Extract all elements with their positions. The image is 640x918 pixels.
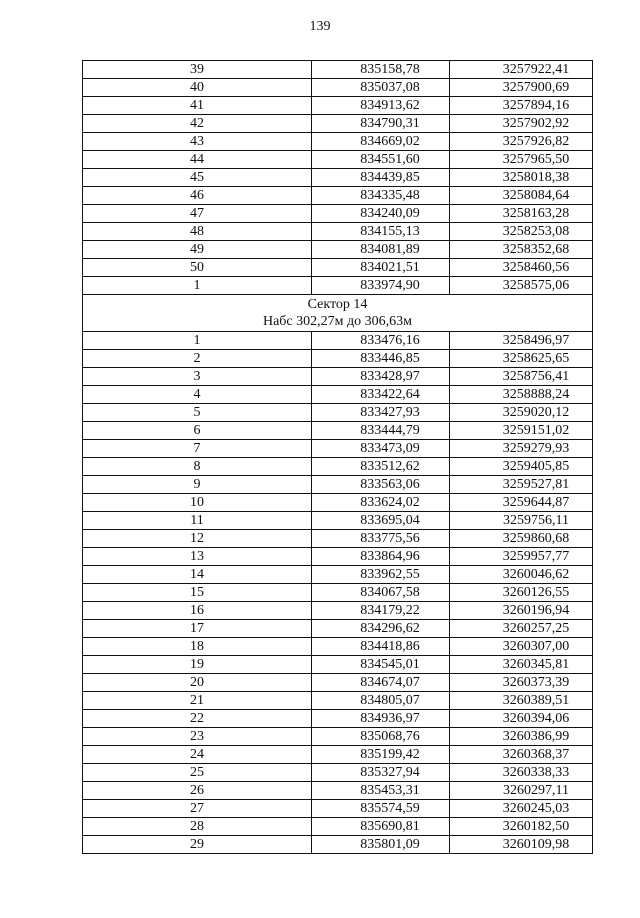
y-coordinate-cell: 3258756,41: [450, 368, 593, 386]
table-row: [83, 61, 593, 79]
table-row: [83, 350, 593, 368]
point-number-cell: 24: [83, 746, 312, 764]
point-number-cell: 27: [83, 800, 312, 818]
table-row: [83, 764, 593, 782]
y-coordinate-cell: 3260338,33: [450, 764, 593, 782]
y-coordinate-cell: 3260257,25: [450, 620, 593, 638]
table-row: [83, 710, 593, 728]
table-row: [83, 746, 593, 764]
y-coordinate-cell: 3257894,16: [450, 97, 593, 115]
table-row: [83, 602, 593, 620]
y-coordinate-cell: 3259405,85: [450, 458, 593, 476]
x-coordinate-cell: 834179,22: [312, 602, 450, 620]
x-coordinate-cell: 834913,62: [312, 97, 450, 115]
y-coordinate-cell: 3260297,11: [450, 782, 593, 800]
table-row: [83, 97, 593, 115]
y-coordinate-cell: 3259527,81: [450, 476, 593, 494]
table-row: [83, 259, 593, 277]
y-coordinate-cell: 3259020,12: [450, 404, 593, 422]
x-coordinate-cell: 834240,09: [312, 205, 450, 223]
table-row: [83, 692, 593, 710]
point-number-cell: 1: [83, 332, 312, 350]
y-coordinate-cell: 3258352,68: [450, 241, 593, 259]
y-coordinate-cell: 3257900,69: [450, 79, 593, 97]
x-coordinate-cell: 833864,96: [312, 548, 450, 566]
y-coordinate-cell: 3259151,02: [450, 422, 593, 440]
table-row: [83, 133, 593, 151]
y-coordinate-cell: 3260394,06: [450, 710, 593, 728]
y-coordinate-cell: 3260196,94: [450, 602, 593, 620]
x-coordinate-cell: 834335,48: [312, 187, 450, 205]
point-number-cell: 22: [83, 710, 312, 728]
point-number-cell: 3: [83, 368, 312, 386]
table-row: [83, 818, 593, 836]
table-row: [83, 584, 593, 602]
x-coordinate-cell: 835037,08: [312, 79, 450, 97]
y-coordinate-cell: 3260389,51: [450, 692, 593, 710]
section-subtitle: Набс 302,27м до 306,63м: [262, 314, 412, 329]
point-number-cell: 23: [83, 728, 312, 746]
x-coordinate-cell: 834296,62: [312, 620, 450, 638]
x-coordinate-cell: 833512,62: [312, 458, 450, 476]
y-coordinate-cell: 3258496,97: [450, 332, 593, 350]
point-number-cell: 2: [83, 350, 312, 368]
x-coordinate-cell: 833444,79: [312, 422, 450, 440]
x-coordinate-cell: 835574,59: [312, 800, 450, 818]
point-number-cell: 8: [83, 458, 312, 476]
x-coordinate-cell: 834081,89: [312, 241, 450, 259]
y-coordinate-cell: 3260046,62: [450, 566, 593, 584]
coordinates-top-body: [83, 61, 593, 295]
y-coordinate-cell: 3257922,41: [450, 61, 593, 79]
y-coordinate-cell: 3259756,11: [450, 512, 593, 530]
x-coordinate-cell: 834936,97: [312, 710, 450, 728]
point-number-cell: 44: [83, 151, 312, 169]
x-coordinate-cell: 835327,94: [312, 764, 450, 782]
point-number-cell: 43: [83, 133, 312, 151]
section-header-cell: [83, 295, 593, 332]
y-coordinate-cell: 3259860,68: [450, 530, 593, 548]
page-number: 139: [309, 19, 331, 34]
point-number-cell: 9: [83, 476, 312, 494]
y-coordinate-cell: 3259957,77: [450, 548, 593, 566]
table-row: [83, 494, 593, 512]
point-number-cell: 19: [83, 656, 312, 674]
y-coordinate-cell: 3258460,56: [450, 259, 593, 277]
table-row: [83, 332, 593, 350]
point-number-cell: 26: [83, 782, 312, 800]
section-title: Сектор 14: [307, 297, 368, 312]
point-number-cell: 7: [83, 440, 312, 458]
point-number-cell: 28: [83, 818, 312, 836]
point-number-cell: 20: [83, 674, 312, 692]
y-coordinate-cell: 3258625,65: [450, 350, 593, 368]
table-row: [83, 548, 593, 566]
table-row: [83, 422, 593, 440]
x-coordinate-cell: 834674,07: [312, 674, 450, 692]
table-row: [83, 800, 593, 818]
x-coordinate-cell: 833446,85: [312, 350, 450, 368]
point-number-cell: 29: [83, 836, 312, 854]
table-row: [83, 566, 593, 584]
x-coordinate-cell: 834418,86: [312, 638, 450, 656]
y-coordinate-cell: 3259279,93: [450, 440, 593, 458]
point-number-cell: 41: [83, 97, 312, 115]
y-coordinate-cell: 3260368,37: [450, 746, 593, 764]
x-coordinate-cell: 834545,01: [312, 656, 450, 674]
point-number-cell: 47: [83, 205, 312, 223]
y-coordinate-cell: 3258084,64: [450, 187, 593, 205]
x-coordinate-cell: 834439,85: [312, 169, 450, 187]
table-row: [83, 169, 593, 187]
table-row: [83, 728, 593, 746]
point-number-cell: 46: [83, 187, 312, 205]
x-coordinate-cell: 835690,81: [312, 818, 450, 836]
x-coordinate-cell: 833624,02: [312, 494, 450, 512]
point-number-cell: 12: [83, 530, 312, 548]
table-row: [83, 836, 593, 854]
y-coordinate-cell: 3258018,38: [450, 169, 593, 187]
x-coordinate-cell: 833563,06: [312, 476, 450, 494]
x-coordinate-cell: 833476,16: [312, 332, 450, 350]
x-coordinate-cell: 835801,09: [312, 836, 450, 854]
x-coordinate-cell: 834790,31: [312, 115, 450, 133]
point-number-cell: 13: [83, 548, 312, 566]
point-number-cell: 18: [83, 638, 312, 656]
x-coordinate-cell: 833427,93: [312, 404, 450, 422]
point-number-cell: 4: [83, 386, 312, 404]
section-header-body: [83, 295, 593, 332]
y-coordinate-cell: 3257926,82: [450, 133, 593, 151]
point-number-cell: 45: [83, 169, 312, 187]
point-number-cell: 40: [83, 79, 312, 97]
table-row: [83, 530, 593, 548]
table-row: [83, 386, 593, 404]
x-coordinate-cell: 835068,76: [312, 728, 450, 746]
x-coordinate-cell: 835453,31: [312, 782, 450, 800]
table-row: [83, 368, 593, 386]
x-coordinate-cell: 834551,60: [312, 151, 450, 169]
point-number-cell: 5: [83, 404, 312, 422]
y-coordinate-cell: 3258888,24: [450, 386, 593, 404]
y-coordinate-cell: 3258253,08: [450, 223, 593, 241]
table-row: [83, 674, 593, 692]
x-coordinate-cell: 833473,09: [312, 440, 450, 458]
y-coordinate-cell: 3259644,87: [450, 494, 593, 512]
point-number-cell: 48: [83, 223, 312, 241]
point-number-cell: 6: [83, 422, 312, 440]
point-number-cell: 49: [83, 241, 312, 259]
x-coordinate-cell: 835199,42: [312, 746, 450, 764]
table-row: [83, 440, 593, 458]
x-coordinate-cell: 833974,90: [312, 277, 450, 295]
point-number-cell: 17: [83, 620, 312, 638]
table-row: [83, 79, 593, 97]
point-number-cell: 11: [83, 512, 312, 530]
table-row: [83, 476, 593, 494]
x-coordinate-cell: 834669,02: [312, 133, 450, 151]
y-coordinate-cell: 3260182,50: [450, 818, 593, 836]
table-row: [83, 223, 593, 241]
x-coordinate-cell: 833962,55: [312, 566, 450, 584]
point-number-cell: 15: [83, 584, 312, 602]
section-header-row: [83, 295, 593, 332]
point-number-cell: 39: [83, 61, 312, 79]
y-coordinate-cell: 3257965,50: [450, 151, 593, 169]
x-coordinate-cell: 834805,07: [312, 692, 450, 710]
table-row: [83, 277, 593, 295]
x-coordinate-cell: 835158,78: [312, 61, 450, 79]
y-coordinate-cell: 3260126,55: [450, 584, 593, 602]
point-number-cell: 10: [83, 494, 312, 512]
x-coordinate-cell: 833428,97: [312, 368, 450, 386]
x-coordinate-cell: 833695,04: [312, 512, 450, 530]
x-coordinate-cell: 833422,64: [312, 386, 450, 404]
table-row: [83, 151, 593, 169]
y-coordinate-cell: 3260109,98: [450, 836, 593, 854]
point-number-cell: 21: [83, 692, 312, 710]
y-coordinate-cell: 3260307,00: [450, 638, 593, 656]
point-number-cell: 42: [83, 115, 312, 133]
table-row: [83, 404, 593, 422]
coordinates-table: [82, 60, 593, 854]
x-coordinate-cell: 834155,13: [312, 223, 450, 241]
point-number-cell: 25: [83, 764, 312, 782]
point-number-cell: 14: [83, 566, 312, 584]
y-coordinate-cell: 3258575,06: [450, 277, 593, 295]
y-coordinate-cell: 3257902,92: [450, 115, 593, 133]
point-number-cell: 50: [83, 259, 312, 277]
table-row: [83, 638, 593, 656]
y-coordinate-cell: 3258163,28: [450, 205, 593, 223]
point-number-cell: 16: [83, 602, 312, 620]
table-row: [83, 620, 593, 638]
table-row: [83, 205, 593, 223]
table-row: [83, 241, 593, 259]
table-row: [83, 782, 593, 800]
table-row: [83, 187, 593, 205]
y-coordinate-cell: 3260373,39: [450, 674, 593, 692]
x-coordinate-cell: 834021,51: [312, 259, 450, 277]
x-coordinate-cell: 834067,58: [312, 584, 450, 602]
y-coordinate-cell: 3260386,99: [450, 728, 593, 746]
point-number-cell: 1: [83, 277, 312, 295]
y-coordinate-cell: 3260245,03: [450, 800, 593, 818]
table-row: [83, 458, 593, 476]
y-coordinate-cell: 3260345,81: [450, 656, 593, 674]
table-row: [83, 115, 593, 133]
table-row: [83, 656, 593, 674]
table-row: [83, 512, 593, 530]
coordinates-bottom-body: [83, 332, 593, 854]
x-coordinate-cell: 833775,56: [312, 530, 450, 548]
